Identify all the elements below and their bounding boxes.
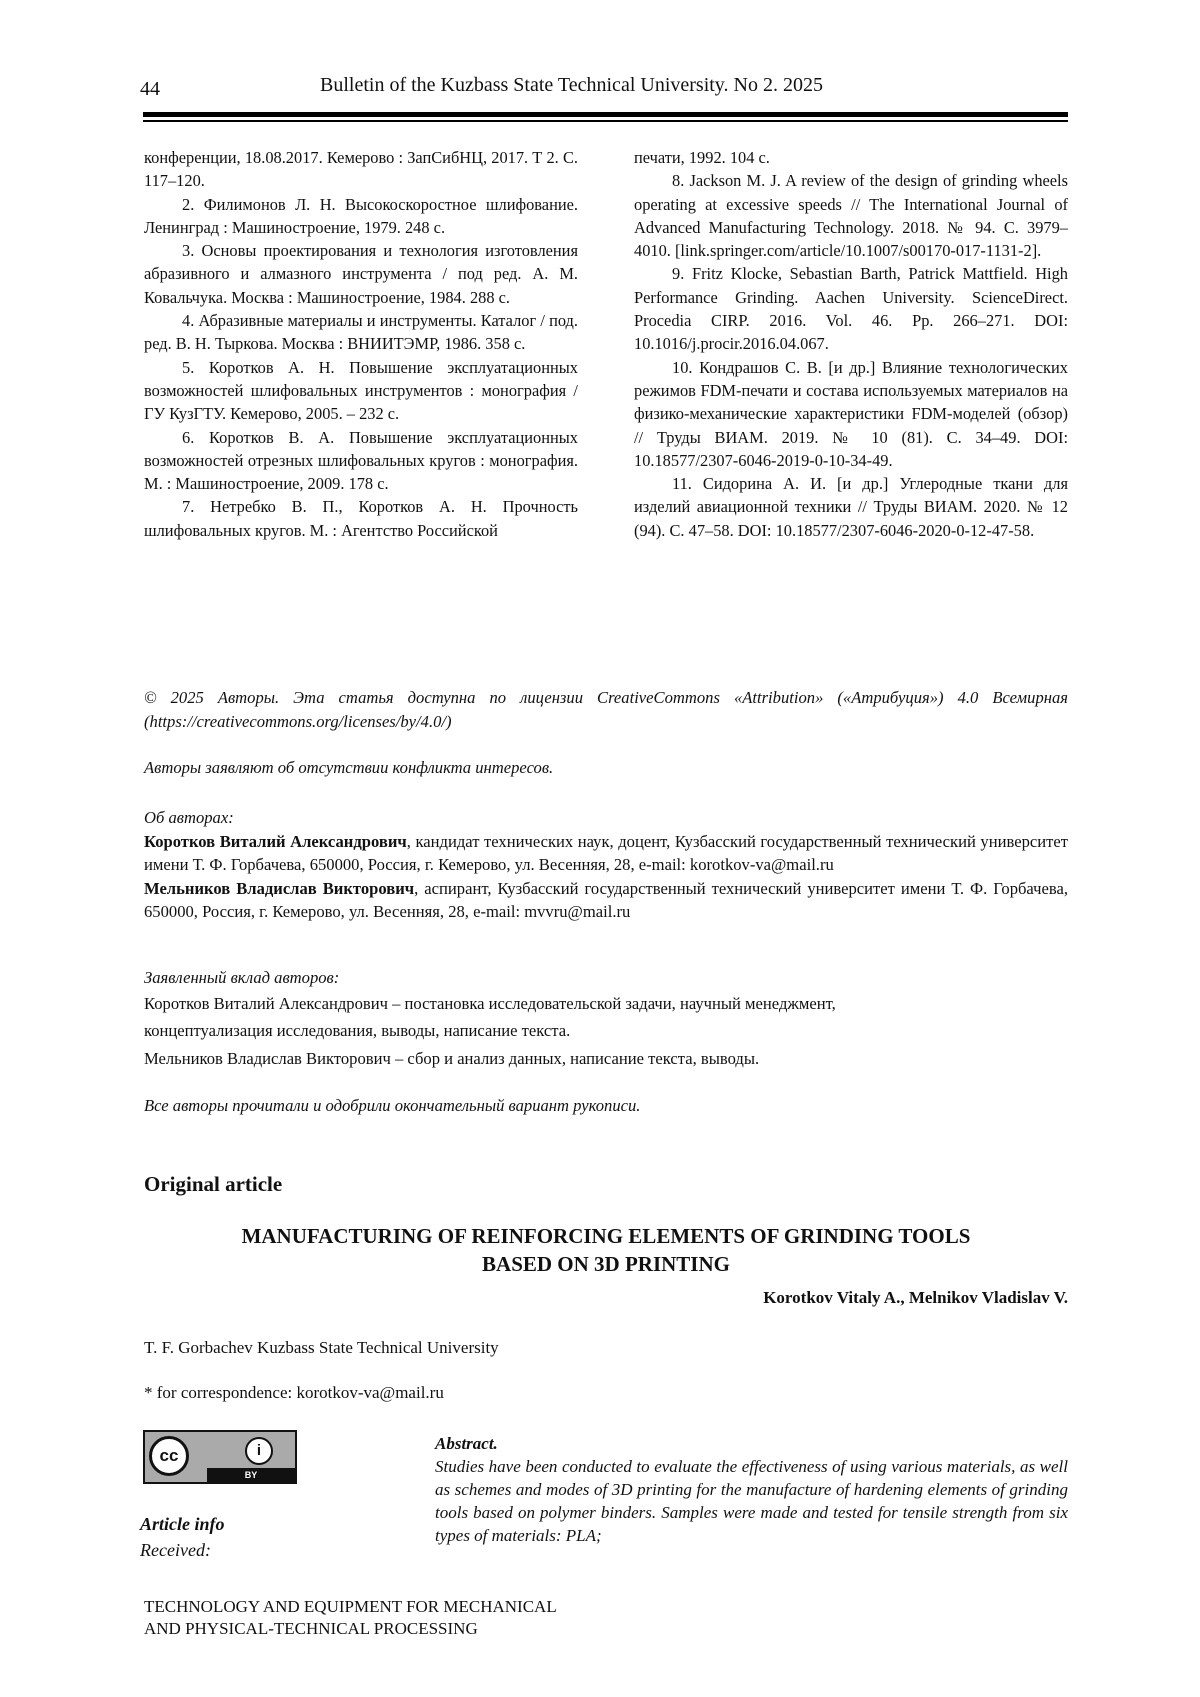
license-note	[144, 686, 1068, 733]
contribution-line: Мельников Владислав Викторович – сбор и анализ данных, написание текста, выводы.	[144, 1048, 760, 1068]
by-label: BY	[207, 1468, 295, 1482]
reference-item: 8. Jackson M. J. A review of the design of grinding wheels operating at excessive speeds // The International Journal of Advanced Manufacturing Technology. 2018. № 94. С. 3979–4010. [link.springer.com/article/10.1007/s00170-017-1131-2].	[634, 171, 1068, 261]
section-footer	[144, 1596, 557, 1640]
reference-item: 10. Кондрашов С. В. [и др.] Влияние технологических режимов FDM-печати и состава используемых материалов на физико-механические характеристики FDM-моделей (обзор) // Труды ВИАМ. 2019. № 10 (81). С. 34–49. DOI: 10.18577/2307-6046-2019-0-10-34-49.	[634, 357, 1068, 470]
correspondence: * for correspondence: korotkov-va@mail.ru	[144, 1383, 444, 1402]
journal-title: Bulletin of the Kuzbass State Technical University. No 2. 2025	[320, 74, 823, 96]
received-label: Received:	[140, 1540, 211, 1560]
affiliation: T. F. Gorbachev Kuzbass State Technical University	[144, 1338, 499, 1357]
header-rule-thick	[143, 112, 1068, 117]
article-title-line: MANUFACTURING OF REINFORCING ELEMENTS OF GRINDING TOOLS	[241, 1224, 971, 1248]
author-2-bio	[144, 877, 1068, 924]
author-contribution	[144, 966, 1068, 1072]
author-2-details: , аспирант, Кузбасский государственный технический университет имени Т. Ф. Горбачева, 650000, Россия, г. Кемерово, ул. Весенняя, 28, e-mail: mvvru@mail.ru	[144, 878, 1068, 921]
footer-line: TECHNOLOGY AND EQUIPMENT FOR MECHANICAL	[144, 1597, 557, 1616]
abstract	[435, 1432, 1068, 1547]
about-authors-heading: Об авторах:	[144, 808, 234, 827]
author-1-details: , кандидат технических наук, доцент, Кузбасский государственный технический университет имени Т. Ф. Горбачева, 650000, Россия, г. Кемерово, ул. Весенняя, 28, e-mail: korotkov-va@mail.ru	[144, 831, 1068, 874]
about-authors	[144, 806, 1068, 924]
references-left-column	[144, 146, 578, 542]
reference-item: 7. Нетребко В. П., Коротков А. Н. Прочность шлифовальных кругов. М. : Агентство Российской	[144, 497, 578, 540]
reference-item: конференции, 18.08.2017. Кемерово : ЗапСибНЦ, 2017. Т 2. С. 117–120.	[144, 148, 578, 191]
abstract-text: Studies have been conducted to evaluate the effectiveness of using various materials, as well as schemes and modes of 3D printing for the manufacture of hardening elements of grinding tools based on polymer binders. Samples were made and tested for tensile strength from six types of materials: PLA;	[435, 1457, 1068, 1545]
reference-item: 2. Филимонов Л. Н. Высокоскоростное шлифование. Ленинград : Машиностроение, 1979. 248 с.	[144, 194, 578, 237]
author-2-name: Мельников Владислав Викторович	[144, 878, 415, 898]
article-info-heading: Article info	[140, 1514, 225, 1534]
conflict-statement	[144, 756, 1068, 780]
page-number: 44	[140, 78, 160, 100]
contribution-line: концептуализация исследования, выводы, написание текста.	[144, 1021, 571, 1040]
approval-statement	[144, 1094, 1068, 1118]
header-rule-thin	[143, 120, 1068, 122]
reference-item: 4. Абразивные материалы и инструменты. Каталог / под. ред. В. Н. Тыркова. Москва : ВНИИТЭМР, 1986. 358 с.	[144, 311, 578, 354]
attribution-icon: i	[245, 1437, 273, 1465]
contribution-line: Коротков Виталий Александрович – постановка исследовательской задачи, научный менеджмент,	[144, 993, 836, 1013]
author-1-name: Коротков Виталий Александрович	[144, 831, 407, 851]
footer-line: AND PHYSICAL-TECHNICAL PROCESSING	[144, 1619, 478, 1638]
reference-item: 9. Fritz Klocke, Sebastian Barth, Patrick Mattfield. High Performance Grinding. Aachen University. ScienceDirect. Procedia CIRP. 2016. Vol. 46. Pp. 266–271. DOI: 10.1016/j.procir.2016.04.067.	[634, 264, 1068, 354]
reference-item: 5. Коротков А. Н. Повышение эксплуатационных возможностей шлифовальных инструментов : монография / ГУ КузГТУ. Кемерово, 2005. – 232 с.	[144, 357, 578, 424]
article-type: Original article	[144, 1172, 283, 1196]
approval-text: Все авторы прочитали и одобрили окончательный вариант рукописи.	[144, 1096, 641, 1115]
reference-item: печати, 1992. 104 с.	[634, 148, 770, 167]
cc-icon: cc	[149, 1436, 189, 1476]
article-authors: Korotkov Vitaly A., Melnikov Vladislav V.	[763, 1288, 1068, 1307]
article-title	[144, 1222, 1068, 1278]
abstract-heading: Abstract.	[435, 1434, 498, 1453]
contribution-heading: Заявленный вклад авторов:	[144, 968, 340, 987]
author-1-bio	[144, 830, 1068, 877]
article-title-line: BASED ON 3D PRINTING	[482, 1252, 730, 1276]
reference-item: 11. Сидорина А. И. [и др.] Углеродные ткани для изделий авиационной техники // Труды ВИАМ. 2020. № 12 (94). С. 47–58. DOI: 10.18577/2307-6046-2020-0-12-47-58.	[634, 474, 1068, 540]
reference-item: 6. Коротков В. А. Повышение эксплуатационных возможностей отрезных шлифовальных кругов : монография. М. : Машиностроение, 2009. 178 с.	[144, 427, 578, 494]
references-right-column	[634, 146, 1068, 542]
reference-item: 3. Основы проектирования и технология изготовления абразивного и алмазного инструмента / под ред. А. М. Ковальчука. Москва : Машиностроение, 1984. 288 с.	[144, 241, 578, 307]
conflict-text: Авторы заявляют об отсутствии конфликта интересов.	[144, 758, 554, 777]
cc-by-license-badge[interactable]	[143, 1430, 297, 1484]
license-text: © 2025 Авторы. Эта статья доступна по лицензии CreativeCommons «Attribution» («Атрибуция») 4.0 Всемирная (https://creativecommons.org/licenses/by/4.0/)	[144, 688, 1068, 731]
